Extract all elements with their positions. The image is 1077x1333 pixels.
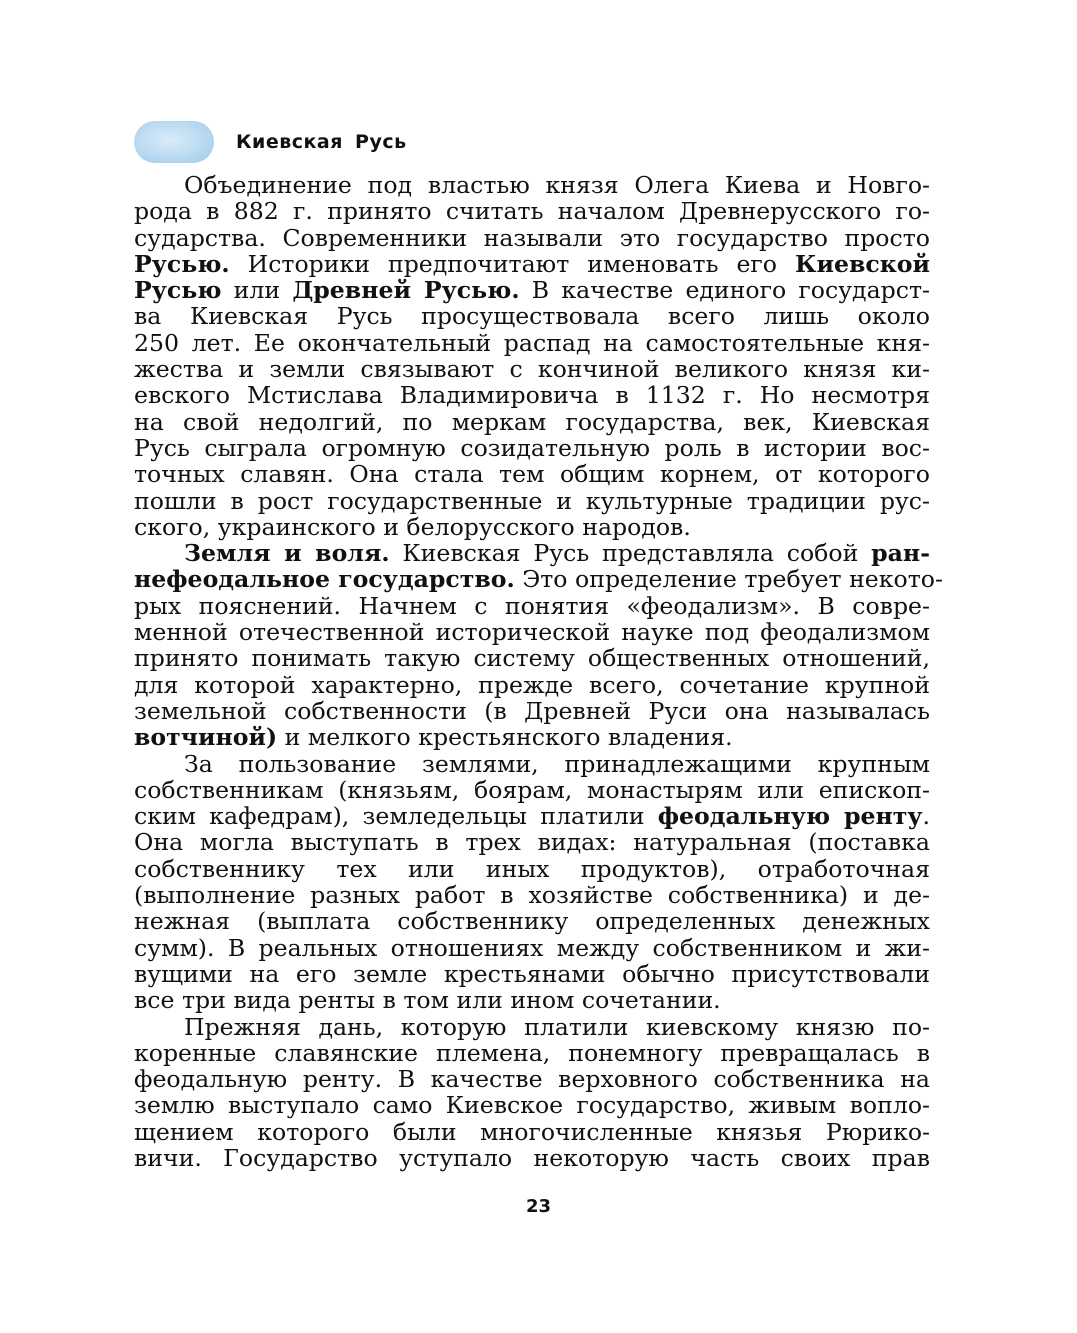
text-line: [134, 172, 930, 198]
text-run: Объединение под властью князя Олега Киева и Новго-: [184, 171, 930, 199]
paragraph: [134, 751, 930, 1014]
page-number: 23: [525, 1196, 552, 1217]
text-run: на свой недолгий, по меркам государства, век, Киевская: [134, 407, 930, 436]
text-run: менной отечественной исторической науке под феодализмом: [134, 618, 930, 647]
text-line: [134, 1066, 930, 1092]
text-line: [134, 565, 943, 594]
text-line: [134, 1145, 930, 1171]
text-line: [134, 908, 930, 934]
page-header: [134, 120, 407, 164]
text-run: принято понимать такую систему общественных отношений,: [134, 644, 930, 673]
text-run: ским кафедрам), земледельцы платили: [134, 802, 658, 831]
bold-term: вотчиной): [134, 723, 278, 752]
text-run: собственнику тех или иных продуктов), отработочная: [134, 854, 930, 883]
paragraph: [134, 1014, 930, 1172]
text-run: ва Киевская Русь просуществовала всего лишь около: [134, 302, 930, 331]
text-line: [134, 751, 930, 777]
text-line: [134, 803, 930, 829]
text-line: [134, 356, 930, 382]
text-run: рода в 882 г. принято считать началом Древнерусского го-: [134, 197, 930, 226]
section-badge-icon: [134, 121, 214, 163]
text-line: [134, 382, 930, 408]
text-run: сударства. Современники называли это государство просто: [134, 223, 930, 252]
text-run: для которой характерно, прежде всего, сочетание крупной: [134, 670, 930, 699]
bold-term: нефеодальное государство.: [134, 565, 515, 594]
text-line: [134, 829, 930, 855]
body-text: [134, 171, 943, 1172]
text-run: нежная (выплата собственнику определенных денежных: [134, 907, 930, 936]
text-line: [134, 488, 930, 514]
text-run: Русь сыграла огромную созидательную роль в истории вос-: [134, 433, 930, 462]
text-run: точных славян. Она стала тем общим корнем, от которого: [134, 460, 930, 489]
text-run: земельной собственности (в Древней Руси она называлась: [134, 696, 930, 725]
text-run: .: [922, 802, 930, 831]
text-line: [134, 251, 930, 277]
text-line: [134, 1092, 930, 1118]
text-line: [134, 1014, 930, 1040]
text-line: [134, 514, 930, 540]
text-run: ского, украинского и белорусского народов.: [134, 512, 691, 541]
text-line: [134, 461, 930, 487]
text-line: [134, 198, 930, 224]
bold-term: Древней Русью.: [292, 276, 520, 305]
text-line: [134, 672, 930, 698]
text-run: пошли в рост государственные и культурные традиции рус-: [134, 486, 930, 515]
text-line: [134, 961, 930, 987]
bold-term: Русью.: [134, 249, 230, 278]
text-line: [134, 593, 930, 619]
text-run: (выполнение разных работ в хозяйстве собственника) и де-: [134, 881, 930, 910]
text-line: [134, 225, 930, 251]
text-run: вичи. Государство уступало некоторую часть своих прав: [134, 1143, 930, 1172]
text-run: За пользование землями, принадлежащими крупным: [184, 749, 930, 778]
text-line: [134, 987, 930, 1013]
text-run: или: [221, 276, 293, 305]
text-line: [134, 777, 930, 803]
text-line: [134, 435, 930, 461]
text-line: [134, 540, 930, 566]
text-run: евского Мстислава Владимировича в 1132 г. Но несмотря: [134, 381, 930, 410]
text-run: сумм). В реальных отношениях между собственником и жи-: [134, 933, 930, 962]
text-line: [134, 619, 930, 645]
text-run: Это определение требует некото-: [514, 565, 943, 594]
text-run: вущими на его земле крестьянами обычно присутствовали: [134, 959, 930, 988]
text-line: [134, 856, 930, 882]
text-run: коренные славянские племена, понемногу превращалась в: [134, 1038, 930, 1067]
text-run: жества и земли связывают с кончиной великого князя ки-: [134, 355, 930, 384]
text-run: щением которого были многочисленные князья Рюрико-: [134, 1117, 930, 1146]
text-run: землю выступало само Киевское государство, живым вопло-: [134, 1091, 930, 1120]
text-line: [134, 409, 930, 435]
text-line: [134, 303, 930, 329]
text-run: Киевская Русь представляла собой: [389, 539, 872, 568]
bold-term: феодальную ренту: [657, 802, 923, 831]
paragraph: [134, 539, 943, 752]
text-run: Прежняя дань, которую платили киевскому князю по-: [184, 1012, 930, 1041]
text-run: В качестве единого государст-: [519, 276, 930, 305]
bold-term: ран-: [871, 539, 930, 568]
text-line: [134, 277, 930, 303]
text-run: феодальную ренту. В качестве верховного собственника на: [134, 1065, 930, 1094]
text-run: все три вида ренты в том или ином сочетании.: [134, 986, 721, 1015]
text-run: собственникам (князьям, боярам, монастырям или епископ-: [134, 775, 930, 804]
text-line: [134, 724, 930, 750]
text-line: [134, 330, 930, 356]
text-line: [134, 882, 930, 908]
text-run: Она могла выступать в трех видах: натуральная (поставка: [134, 828, 930, 857]
running-title: Киевская Русь: [236, 131, 407, 153]
bold-term: Русью: [134, 276, 222, 305]
text-line: [134, 698, 930, 724]
text-line: [134, 645, 930, 671]
bold-term: Земля и воля.: [184, 539, 390, 568]
text-run: 250 лет. Ее окончательный распад на самостоятельные кня-: [134, 328, 930, 357]
text-line: [134, 1119, 930, 1145]
bold-term: Киевской: [794, 249, 930, 278]
text-run: и мелкого крестьянского владения.: [277, 723, 733, 752]
text-run: Историки предпочитают именовать его: [229, 249, 795, 278]
text-line: [134, 935, 930, 961]
paragraph: [134, 172, 930, 540]
text-line: [134, 1040, 930, 1066]
text-run: рых пояснений. Начнем с понятия «феодализм». В совре-: [134, 591, 930, 620]
